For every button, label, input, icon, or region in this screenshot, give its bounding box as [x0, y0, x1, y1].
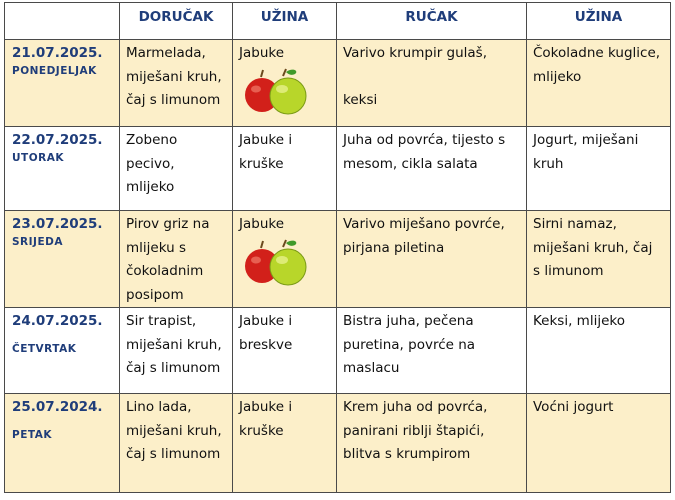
lunch-text: Varivo krumpir gulaš, keksi — [343, 45, 488, 108]
table-row — [5, 211, 671, 308]
day-date: 22.07.2025. — [12, 132, 103, 148]
day-cell — [5, 308, 120, 394]
snack2-text: Voćni jogurt — [533, 399, 614, 415]
header-empty — [5, 3, 120, 40]
day-cell — [5, 394, 120, 493]
snack2-cell — [527, 211, 671, 308]
lunch-cell — [337, 211, 527, 308]
day-cell — [5, 127, 120, 211]
lunch-cell — [337, 40, 527, 127]
table-row — [5, 127, 671, 211]
lunch-cell — [337, 394, 527, 493]
snack2-text: Sirni namaz, miješani kruh, čaj s limunom — [533, 216, 653, 279]
snack2-text: Čokoladne kuglice, mlijeko — [533, 45, 661, 85]
snack1-cell — [233, 394, 337, 493]
snack2-cell — [527, 394, 671, 493]
day-cell — [5, 40, 120, 127]
table-row — [5, 308, 671, 394]
breakfast-cell — [120, 211, 233, 308]
apples-icon — [243, 239, 309, 287]
snack2-cell — [527, 40, 671, 127]
snack1-text: Jabuke i kruške — [239, 399, 293, 439]
day-name: UTORAK — [12, 152, 64, 164]
snack1-text: Jabuke i kruške — [239, 132, 293, 172]
day-name: ČETVRTAK — [12, 343, 77, 355]
header-lunch: RUČAK — [337, 3, 527, 40]
lunch-text: Varivo miješano povrće, pirjana piletina — [343, 216, 505, 256]
weekly-menu-table — [4, 2, 671, 493]
day-cell — [5, 211, 120, 308]
apples-icon — [243, 68, 309, 116]
breakfast-cell — [120, 40, 233, 127]
lunch-text: Bistra juha, pečena puretina, povrće na maslacu — [343, 313, 476, 376]
day-name: PETAK — [12, 429, 52, 441]
breakfast-text: Sir trapist, miješani kruh, čaj s limunom — [126, 313, 222, 376]
lunch-cell — [337, 127, 527, 211]
snack1-text: Jabuke — [239, 216, 285, 232]
breakfast-text: Zobeno pecivo, mlijeko — [126, 132, 178, 195]
snack1-cell — [233, 211, 337, 308]
breakfast-text: Lino lada, miješani kruh, čaj s limunom — [126, 399, 222, 462]
table-row — [5, 394, 671, 493]
snack1-text: Jabuke i breskve — [239, 313, 293, 353]
header-snack1: UŽINA — [233, 3, 337, 40]
day-name: SRIJEDA — [12, 236, 63, 248]
breakfast-text: Pirov griz na mlijeku s čokoladnim posipom — [126, 216, 210, 303]
day-date: 21.07.2025. — [12, 45, 103, 61]
header-row — [5, 3, 671, 40]
snack1-cell — [233, 308, 337, 394]
day-date: 23.07.2025. — [12, 216, 103, 232]
lunch-text: Juha od povrća, tijesto s mesom, cikla salata — [343, 132, 506, 172]
snack2-text: Jogurt, miješani kruh — [533, 132, 639, 172]
breakfast-text: Marmelada, miješani kruh, čaj s limunom — [126, 45, 222, 108]
snack2-cell — [527, 127, 671, 211]
breakfast-cell — [120, 127, 233, 211]
header-breakfast: DORUČAK — [120, 3, 233, 40]
day-date: 25.07.2024. — [12, 399, 103, 415]
header-snack2: UŽINA — [527, 3, 671, 40]
snack1-cell — [233, 40, 337, 127]
day-name: PONEDJELJAK — [12, 65, 97, 77]
breakfast-cell — [120, 308, 233, 394]
table-row — [5, 40, 671, 127]
snack2-text: Keksi, mlijeko — [533, 313, 625, 329]
lunch-cell — [337, 308, 527, 394]
snack1-text: Jabuke — [239, 45, 285, 61]
snack1-cell — [233, 127, 337, 211]
snack2-cell — [527, 308, 671, 394]
breakfast-cell — [120, 394, 233, 493]
lunch-text: Krem juha od povrća, panirani riblji štapići, blitva s krumpirom — [343, 399, 488, 462]
day-date: 24.07.2025. — [12, 313, 103, 329]
